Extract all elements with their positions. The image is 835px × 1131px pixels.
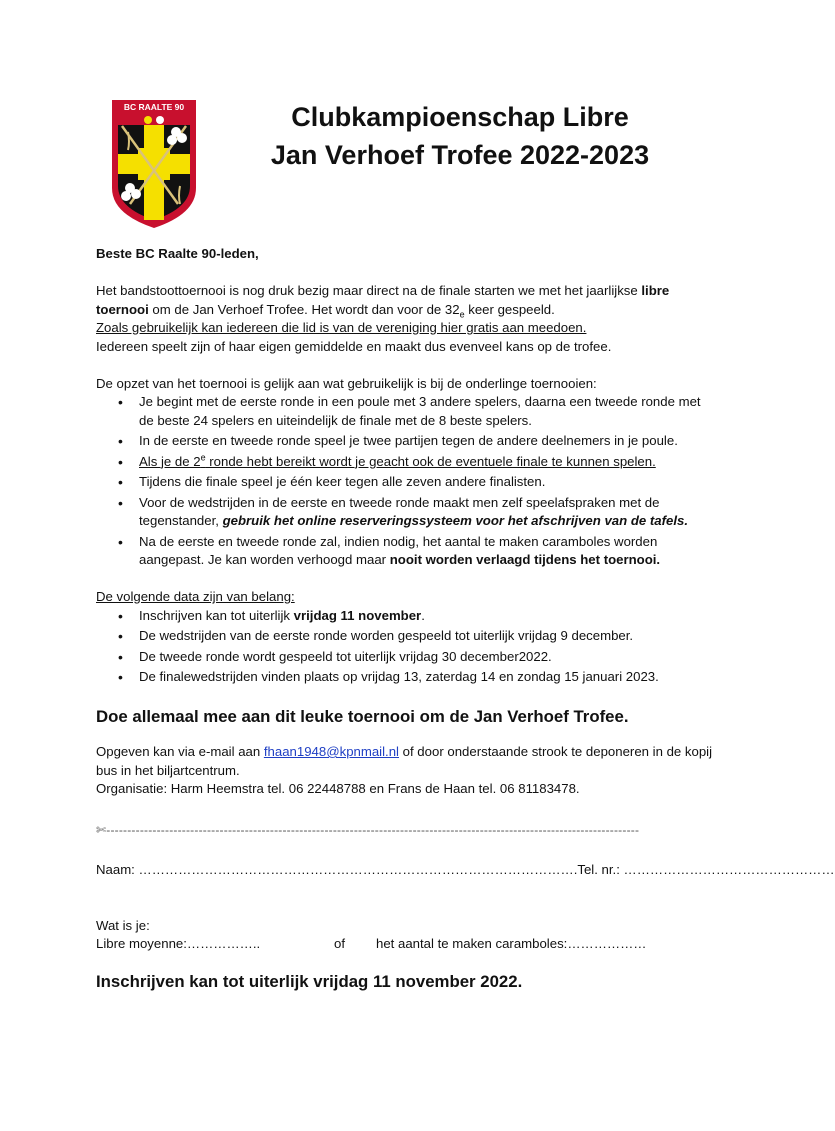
- caramboles-field[interactable]: het aantal te maken caramboles:………………: [376, 936, 647, 951]
- or-label: of: [334, 936, 345, 951]
- document-body: [96, 243, 835, 994]
- intro-underlined: Zoals gebruikelijk kan iedereen die lid is van de vereniging hier gratis aan meedoen.: [96, 320, 587, 335]
- club-logo: [108, 96, 200, 232]
- moyenne-field[interactable]: Libre moyenne:……………..: [96, 936, 261, 951]
- greeting: Beste BC Raalte 90-leden,: [96, 246, 259, 261]
- intro-section: [96, 282, 716, 356]
- list-item: • Inschrijven kan tot uiterlijk vrijdag 11 november.: [96, 607, 716, 626]
- logo-ball-left: [144, 116, 152, 124]
- document-title: [210, 98, 710, 174]
- intro-paragraph: Het bandstoottoernooi is nog druk bezig maar direct na de finale starten we met het jaarlijkse libre toernooi om de Jan Verhoef Trofee. Het wordt dan voor de $32_e$ keer gespeeld.: [96, 283, 670, 320]
- list-item: • De finalewedstrijden vinden plaats op vrijdag 13, zaterdag 14 en zondag 15 januari 2023.: [96, 668, 716, 687]
- title-line-1: Clubkampioenschap Libre: [291, 102, 629, 132]
- dates-heading: De volgende data zijn van belang:: [96, 589, 295, 604]
- setup-heading: De opzet van het toernooi is gelijk aan wat gebruikelijk is bij de onderlinge toernooien:: [96, 375, 597, 391]
- email-link[interactable]: fhaan1948@kpnmail.nl: [263, 744, 399, 759]
- dates-list: [96, 607, 716, 687]
- call-to-action: Doe allemaal mee aan dit leuke toernooi om de Jan Verhoef Trofee.: [96, 707, 629, 726]
- logo-ball-right: [156, 116, 164, 124]
- list-item: • Na de eerste en tweede ronde zal, indien nodig, het aantal te maken caramboles worden aangepast. Je kan worden verhoogd maar nooit worden verlaagd tijdens het toernooi.: [96, 533, 716, 570]
- list-item: • De tweede ronde wordt gespeeld tot uiterlijk vrijdag 30 december2022.: [96, 648, 716, 667]
- list-item: • Voor de wedstrijden in de eerste en tweede ronde maakt men zelf speelafspraken met de tegenstander, gebruik het online reserveringssysteem voor het afschrijven van de tafels.: [96, 494, 716, 531]
- intro-average: Iedereen speelt zijn of haar eigen gemiddelde en maakt dus evenveel kans op de trofee.: [96, 338, 612, 354]
- title-line-2: Jan Verhoef Trofee 2022-2023: [270, 140, 650, 170]
- organisation-contacts: Organisatie: Harm Heemstra tel. 06 22448788 en Frans de Haan tel. 06 81183478.: [96, 781, 580, 796]
- form-question: Wat is je:: [96, 917, 150, 933]
- list-item: • Als je de 2e ronde hebt bereikt wordt je geacht ook de eventuele finale te kunnen spelen.: [96, 453, 716, 472]
- list-item: • Tijdens die finale speel je één keer tegen alle zeven andere finalisten.: [96, 473, 716, 492]
- list-item: • De wedstrijden van de eerste ronde worden gespeeld tot uiterlijk vrijdag 9 december.: [96, 627, 716, 646]
- closing-statement: Inschrijven kan tot uiterlijk vrijdag 11 november 2022.: [96, 971, 523, 991]
- logo-text: BC RAALTE 90: [123, 102, 185, 112]
- logo-red-band: [118, 116, 190, 125]
- signup-paragraph: Opgeven kan via e-mail aan fhaan1948@kpnmail.nl of door onderstaande strook te deponeren in de kopij bus in het biljartcentrum.: [96, 744, 713, 778]
- setup-list: [96, 393, 716, 570]
- list-item: • In de eerste en tweede ronde speel je twee partijen tegen de andere deelnemers in je poule.: [96, 432, 716, 451]
- cut-line: ✄-------------------------------------------------------------------------------------------------------------------------------: [96, 822, 640, 837]
- list-item: • Je begint met de eerste ronde in een poule met 3 andere spelers, daarna een tweede ronde met de beste 24 spelers en uiteindelijk de finale met de 8 beste spelers.: [96, 393, 716, 430]
- name-phone-field[interactable]: Naam: ……………………………………………………………………………………….Tel. nr.: …………………………………………: [96, 862, 835, 877]
- form-options: [96, 935, 716, 954]
